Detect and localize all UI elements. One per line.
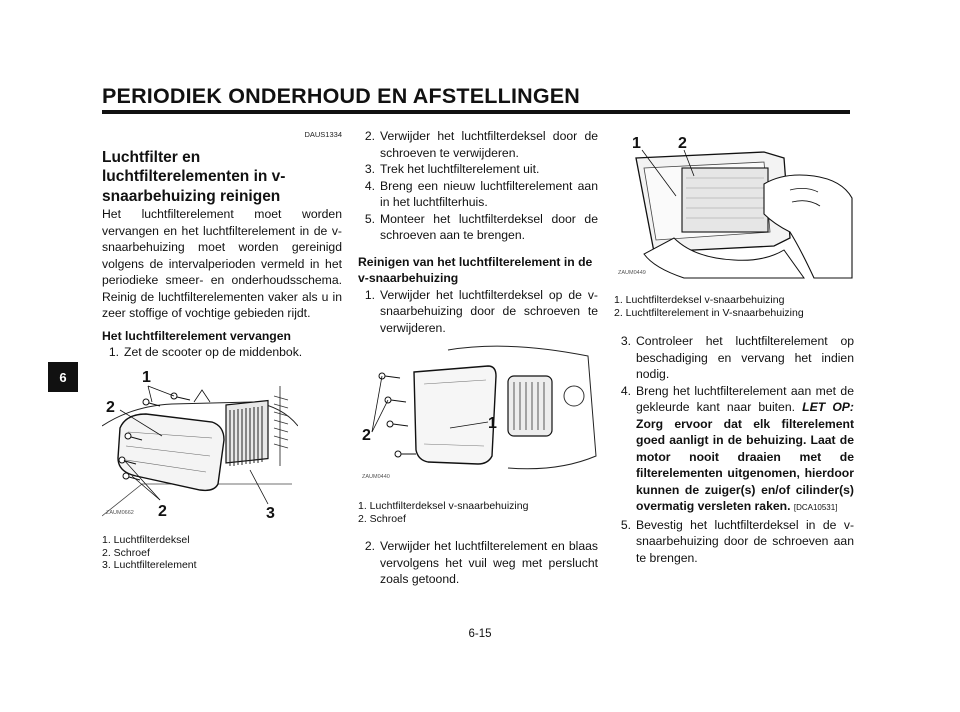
figure-vbelt-filter-element: [614, 128, 854, 288]
step-list: [358, 128, 598, 244]
warning-text: Zorg ervoor dat elk filterelement goed aanligt in de behuizing. Laat de motor nooit draaien met de filterelementen uitgenomen, hierdoor kunnen de zuiger(s) en/of cilinder(s) overmatig versleten raken.: [636, 416, 854, 513]
figure-code: ZAUM0440: [362, 474, 390, 480]
step-item: [358, 287, 598, 337]
figure-air-filter-cover: [102, 366, 298, 524]
step-text: Breng het luchtfilterelement aan met de gekleurde kant naar buiten.: [636, 383, 854, 414]
step-number: 1.: [108, 345, 119, 359]
step-item: [614, 517, 854, 567]
figure-caption: 1. Luchtfilterdeksel: [102, 534, 190, 546]
figure-code: ZAUM0449: [618, 270, 646, 276]
step-text: Controleer het luchtfilterelement op beschadiging en vervang het indien nodig.: [636, 334, 854, 381]
step-item: [358, 161, 598, 178]
figure-callout: 2: [158, 503, 167, 520]
figure-caption: 2. Schroef: [358, 512, 406, 525]
step-number: 1.: [364, 287, 375, 302]
step-list: [614, 333, 854, 566]
figure-callout: 1: [142, 369, 151, 386]
step-list: [102, 344, 342, 361]
subheading-clean: Reinigen van het luchtfilterelement in de v-snaarbehuizing: [358, 254, 593, 285]
step-item: [102, 344, 342, 361]
page-number: 6-15: [468, 628, 492, 640]
figure-callout: 1: [488, 415, 497, 432]
figure-caption: 1. Luchtfilterdeksel v-snaarbehuizing: [358, 500, 529, 512]
figure-caption: 1. Luchtfilterdeksel v-snaarbehuizing: [614, 294, 785, 306]
step-text: Zet de scooter op de middenbok.: [124, 345, 303, 359]
middle-captions: [358, 500, 598, 525]
middle-column-bottom: [358, 538, 598, 588]
chapter-tab: 6: [48, 362, 78, 392]
step-text: Trek het luchtfilterelement uit.: [380, 162, 540, 176]
step-number: 4.: [364, 178, 375, 193]
step-number: 4.: [620, 383, 631, 398]
step-list: [358, 287, 598, 337]
right-captions: [614, 294, 854, 319]
step-text: Bevestig het luchtfilterdeksel in de v-snaarbehuizing door de schroeven aan te brengen.: [636, 517, 854, 565]
middle-column: [358, 128, 598, 336]
right-column: [614, 333, 854, 566]
step-item: [358, 128, 598, 161]
step-item: [358, 178, 598, 211]
header-rule: [102, 110, 850, 114]
step-text: Verwijder het luchtfilterdeksel op de v-snaarbehuizing door de schroeven te verwijderen.: [380, 287, 598, 335]
reference-code: DAUS1334: [304, 130, 342, 139]
step-item: [614, 333, 854, 383]
figure-callout: 1: [632, 135, 641, 152]
figure-caption: 2. Schroef: [102, 546, 150, 559]
subheading-replace: Het luchtfilterelement vervangen: [102, 328, 291, 343]
step-text-with-warning: [636, 383, 854, 517]
figure-caption: 2. Luchtfilterelement in V-snaarbehuizing: [614, 306, 804, 319]
step-number: 3.: [620, 334, 631, 348]
step-item: [358, 211, 598, 244]
section-title: Luchtfilter en luchtfilterelementen in v-snaarbehuizing reinigen: [102, 148, 286, 205]
step-number: 3.: [364, 162, 375, 176]
left-column: [102, 127, 342, 361]
left-captions: [102, 534, 342, 572]
step-number: 5.: [364, 211, 375, 226]
step-number: 2.: [364, 129, 375, 143]
figure-callout: 2: [362, 427, 371, 444]
figure-callout: 2: [106, 399, 115, 416]
step-number: 5.: [620, 517, 631, 532]
step-text: Verwijder het luchtfilterelement en blaas vervolgens het vuil weg met perslucht zoals getoond.: [380, 539, 598, 586]
warning-code: [DCA10531]: [793, 503, 838, 512]
step-item: [358, 538, 598, 588]
intro-paragraph: Het luchtfilterelement moet worden vervangen en het luchtfilterelement in de v-snaarbehuizing moet worden gereinigd volgens de intervalperioden vermeld in het periodieke smeer- en onderhoudsschema. Reinig de luchtfilterelementen vaker als u in zeer stoffige of vochtige gebieden rijdt.: [102, 207, 342, 320]
step-text: Breng een nieuw luchtfilterelement aan in het luchtfilterhuis.: [380, 178, 598, 209]
figure-vbelt-cover: [358, 336, 598, 490]
figure-callout: 2: [678, 135, 687, 152]
step-text: Verwijder het luchtfilterdeksel door de schroeven te verwijderen.: [380, 129, 598, 160]
figure-code: ZAUM0662: [106, 510, 134, 516]
page-header-title: PERIODIEK ONDERHOUD EN AFSTELLINGEN: [102, 84, 581, 108]
figure-callout: 3: [266, 505, 275, 522]
figure-caption: 3. Luchtfilterelement: [102, 559, 197, 571]
step-number: 2.: [364, 539, 375, 553]
step-item: [614, 383, 854, 517]
warning-label: LET OP:: [802, 400, 854, 414]
step-list: [358, 538, 598, 588]
step-text: Monteer het luchtfilterdeksel door de schroeven aan te brengen.: [380, 211, 598, 242]
